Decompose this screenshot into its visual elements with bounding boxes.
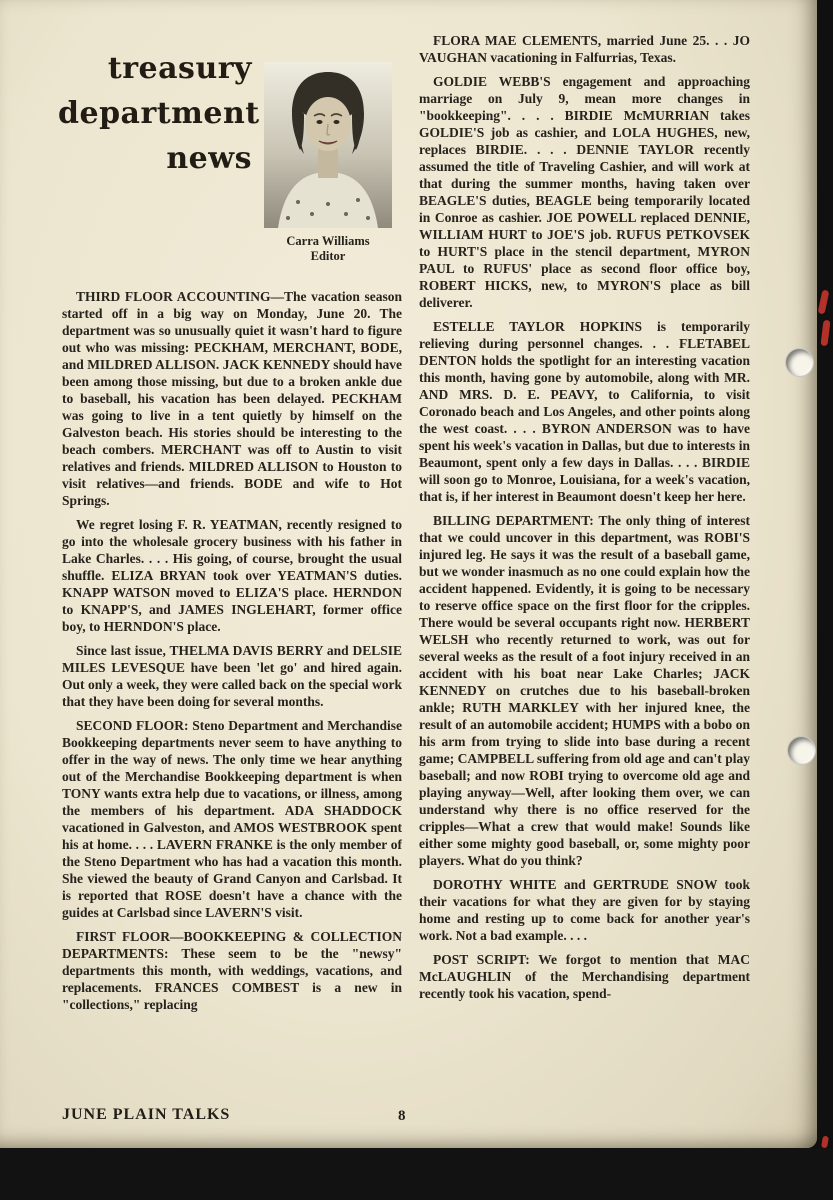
paragraph: GOLDIE WEBB'S engagement and approaching marriage on July 9, mean more changes in "bookkeeping". . . . BIRDIE McMURRIAN takes GOLDIE'S job as cashier, and LOLA HUGHES, new, replaces BIRDIE. . . . DENNIE TAYLOR recently assumed the title of Traveling Cashier, and will work at that during the summer months, having taken over BEAGLE'S duties, BEAGLE being temporarily located in Conroe as cashier. JOE POWELL replaced DENNIE, WILLIAM HURT to JOE'S job. RUFUS PETKOVSEK to HURT'S place in the stencil department, MYRON PAUL to RUFUS' place as second floor office boy, ROBERT HICKS, new, to MYRON'S place as bill deliverer. <box>419 74 750 310</box>
hole-punch-bottom <box>787 736 816 765</box>
editor-portrait-photo <box>264 62 392 228</box>
paragraph: FLORA MAE CLEMENTS, married June 25. . . JO VAUGHAN vacationing in Falfurrias, Texas. <box>419 33 750 65</box>
paragraph: POST SCRIPT: We forgot to mention that MAC McLAUGHLIN of the Merchandising department recently took his vacation, spend- <box>419 952 750 1001</box>
paragraph: FIRST FLOOR—BOOKKEEPING & COLLECTION DEPARTMENTS: These seem to be the "newsy" departments this month, with weddings, vacations, and replacements. FRANCES COMBEST is a new in "collections," replacing <box>62 929 402 1012</box>
paragraph: ESTELLE TAYLOR HOPKINS is temporarily relieving during personnel changes. . . FLETABEL DENTON holds the spotlight for an interesting vacation this month, having gone by automobile, along with MR. AND MRS. D. E. PEAVY, to California, to visit Coronado beach and Los Angeles, and other points along the west coast. . . . BYRON ANDERSON was to have spent his week's vacation in Dallas, but due to interests in Beaumont, spent only a few days in Dallas. . . . BIRDIE will soon go to Monroe, Louisiana, for a week's vacation, that is, if her interest in Beaumont doesn't keep her here. <box>419 319 750 504</box>
scan-edge-bottom <box>0 1148 833 1200</box>
portrait-illustration <box>264 62 392 228</box>
left-column <box>62 288 402 1106</box>
title-line-3: news <box>166 141 252 176</box>
hole-punch-top <box>785 348 814 377</box>
paragraph: Since last issue, THELMA DAVIS BERRY and DELSIE MILES LEVESQUE have been 'let go' and hired again. Out only a week, they were called back on the special work that they have been doing for several months. <box>62 643 402 709</box>
footer-page-number: 8 <box>398 1108 406 1124</box>
newsletter-title <box>58 46 260 181</box>
photo-caption <box>240 234 416 264</box>
right-column <box>419 32 750 1110</box>
paragraph: SECOND FLOOR: Steno Department and Merchandise Bookkeeping departments never seem to have anything to offer in the way of news. The only time we hear anything out of the Merchandise Bookkeeping department is when TONY wants extra help due to vacations, or illness, among the members of his department. ADA SHADDOCK vacationed in Galveston, and AMOS WESTBROOK spent his at home. . . . LAVERN FRANKE is the only member of the Steno Department who has had a vacation this month. She viewed the beauty of Grand Canyon and Carlsbad. It is reported that ROSE doesn't have a chance with the guides at Carlsbad since LAVERN'S visit. <box>62 718 402 920</box>
paragraph: DOROTHY WHITE and GERTRUDE SNOW took their vacations for what they are given for by staying home and resting up to come back for another year's work. Not a bad example. . . . <box>419 877 750 943</box>
footer-publication: JUNE PLAIN TALKS <box>62 1106 231 1123</box>
title-line-2: department <box>58 96 260 131</box>
photo-caption-name: Carra Williams <box>286 234 370 248</box>
paragraph: BILLING DEPARTMENT: The only thing of interest that we could uncover in this department, was ROBI'S injured leg. He says it was the result of a baseball game, but we wonder inasmuch as no one could explain how the accident happened. Evidently, it is going to be necessary to reserve office space on the first floor for the cripples. There would be several occupants right now. HERBERT WELSH who recently returned to work, was out for several weeks as the result of a foot injury received in an accident with his boat near Lake Charles; JACK KENNEDY on crutches due to his baseball-broken ankle; RUTH MARKLEY with her injured knee, the result of an automobile accident; HUMPS with a bobo on his arm from trying to slide into base during a recent game; CAMPBELL suffering from old age and can't play baseball; and now ROBI trying to overcome old age and playing anyway—Well, after looking them over, we can understand why there is no office reserved for the cripples—What a crew that would make! Sounds like either some mighty good baseball, or, some mighty poor players. What do you think? <box>419 513 750 868</box>
paragraph: THIRD FLOOR ACCOUNTING—The vacation season started off in a big way on Monday, June 20. The department was so unusually quiet it wasn't hard to figure out who was missing: PECKHAM, MERCHANT, BODE, and MILDRED ALLISON. JACK KENNEDY should have been among those missing, but due to a broken ankle due to baseball, his vacation has been delayed. PECKHAM was going to live in a tent quietly by himself on the Galveston beach. His stories should be interesting to the beach combers. MERCHANT was off to Austin to visit relatives and friends. MILDRED ALLISON to Houston to visit relatives—and friends. BODE and wife to Hot Springs. <box>62 289 402 508</box>
photo-caption-role: Editor <box>310 249 346 263</box>
title-line-1: treasury <box>107 51 252 86</box>
paragraph: We regret losing F. R. YEATMAN, recently resigned to go into the wholesale grocery business with his father in Lake Charles. . . . His going, of course, brought the usual shuffle. ELIZA BRYAN took over YEATMAN'S duties. KNAPP WATSON moved to ELIZA'S place. HERNDON to KNAPP'S, and JAMES INGLEHART, former office boy, to HERNDON'S place. <box>62 517 402 634</box>
scan-edge-right <box>817 0 833 1200</box>
